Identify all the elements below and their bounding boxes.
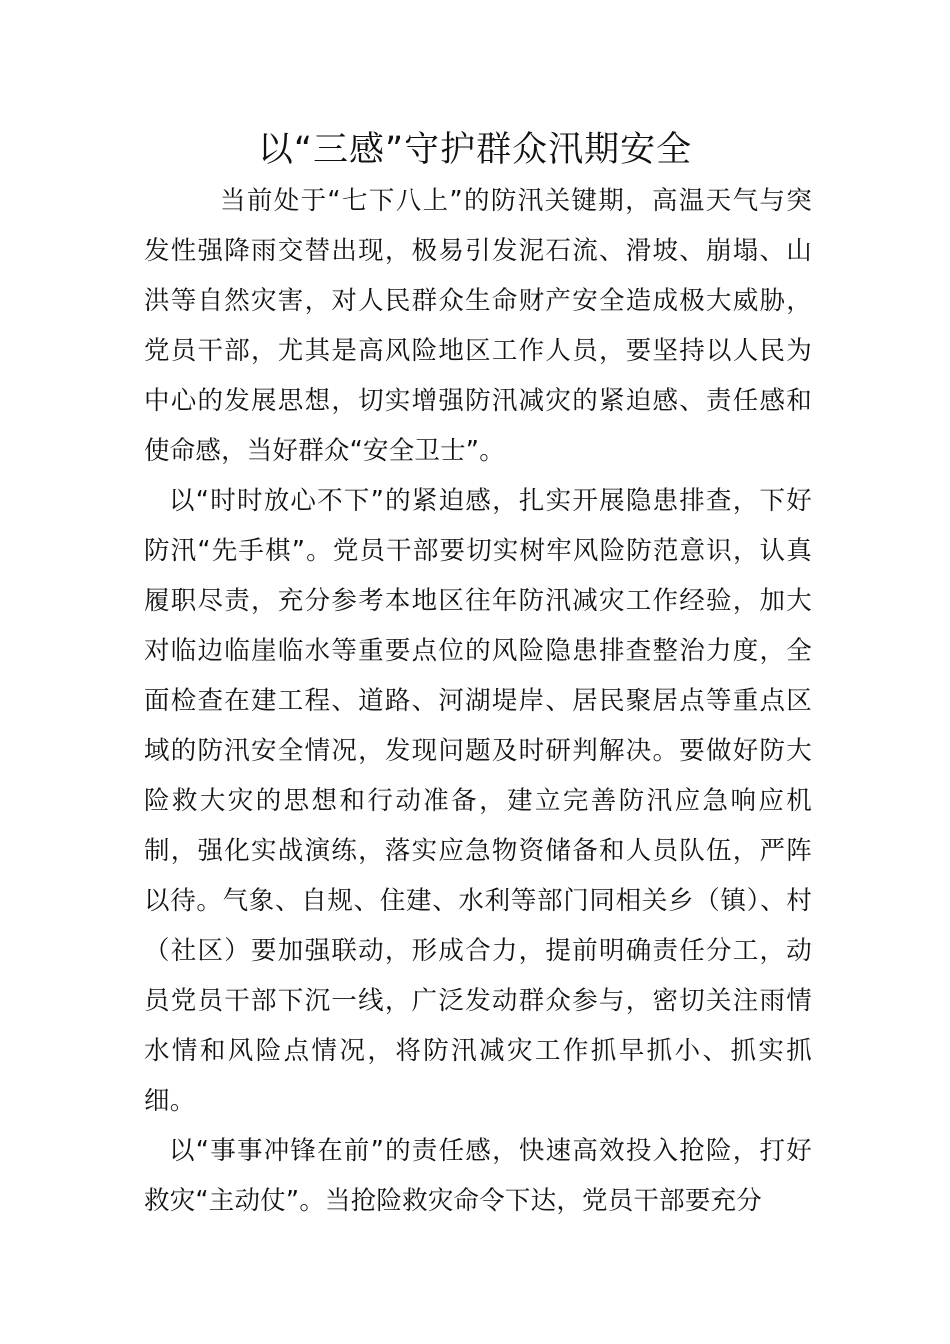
document-body xyxy=(144,176,812,1226)
paragraph-responsibility: 以“事事冲锋在前”的责任感，快速高效投入抢险，打好救灾“主动仗”。当抢险救灾命令下达，党员干部要充分 xyxy=(144,1136,812,1216)
paragraph-intro: 当前处于“七下八上”的防汛关键期，高温天气与突发性强降雨交替出现，极易引发泥石流、滑坡、崩塌、山洪等自然灾害，对人民群众生命财产安全造成极大威胁，党员干部，尤其是高风险地区工作人员，要坚持以人民为中心的发展思想，切实增强防汛减灾的紧迫感、责任感和使命感，当好群众“安全卫士”。 xyxy=(144,186,812,466)
document-title: 以“三感”守护群众汛期安全 xyxy=(257,130,693,170)
paragraph-urgency: 以“时时放心不下”的紧迫感，扎实开展隐患排查，下好防汛“先手棋”。党员干部要切实树牢风险防范意识，认真履职尽责，充分参考本地区往年防汛减灾工作经验，加大对临边临崖临水等重要点位的风险隐患排查整治力度，全面检查在建工程、道路、河湖堤岸、居民聚居点等重点区域的防汛安全情况，发现问题及时研判解决。要做好防大险救大灾的思想和行动准备，建立完善防汛应急响应机制，强化实战演练，落实应急物资储备和人员队伍，严阵以待。气象、自规、住建、水利等部门同相关乡（镇）、村（社区）要加强联动，形成合力，提前明确责任分工，动员党员干部下沉一线，广泛发动群众参与，密切关注雨情水情和风险点情况，将防汛减灾工作抓早抓小、抓实抓细。 xyxy=(144,486,812,1116)
